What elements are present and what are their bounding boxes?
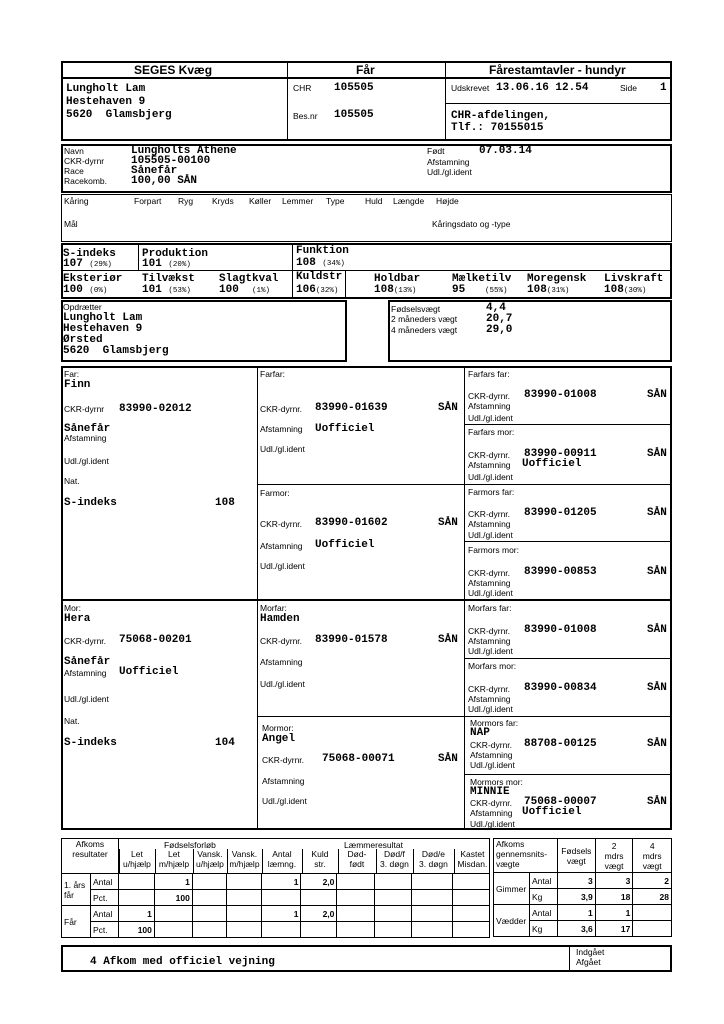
kuldstr-value: 106(32%) bbox=[296, 284, 339, 296]
mor-race: Sånefår bbox=[64, 656, 111, 668]
farfarsmor-ckr-label: CKR-dyrnr. bbox=[468, 450, 511, 460]
mor-nat-label: Nat. bbox=[64, 716, 80, 726]
breeder-line1: Lungholt Lam bbox=[63, 312, 143, 324]
farmor-afst: Uofficiel bbox=[315, 539, 375, 551]
growth-table bbox=[493, 838, 672, 937]
animal-racekomb: 100,00 SÅN bbox=[131, 175, 198, 187]
group-birth-label: Fødselsforløb bbox=[163, 840, 216, 850]
org-name: SEGES Kvæg bbox=[134, 63, 213, 77]
mormorsfar-name: NAP bbox=[470, 727, 490, 739]
farmor-afst-label: Afstamning bbox=[260, 541, 303, 551]
page-label: Side bbox=[620, 83, 638, 93]
morfarsmor-afst-label: Afstamning bbox=[468, 694, 511, 704]
printed-value: 13.06.16 12.54 bbox=[496, 82, 589, 94]
tilvaekst-label: Tilvækst bbox=[142, 273, 195, 285]
farfarsmor-ckr: 83990-00911 bbox=[524, 448, 597, 460]
g-kg-4m: 28 bbox=[633, 889, 672, 905]
g-antal-2m: 3 bbox=[595, 873, 633, 889]
morfar-ckr-label: CKR-dyrnr. bbox=[260, 636, 303, 646]
doc-title: Fårestamtavler - hundyr bbox=[489, 63, 626, 77]
kuldstr-label: Kuldstr bbox=[296, 271, 343, 283]
r1-pct-let-m: 100 bbox=[154, 890, 192, 906]
farfar-ckr-label: CKR-dyrnr. bbox=[260, 404, 303, 414]
farfarsfar-afst-label: Afstamning bbox=[468, 401, 511, 411]
mormor-udl-label: Udl./gl.ident bbox=[262, 796, 307, 806]
farmorsfar-afst-label: Afstamning bbox=[468, 519, 511, 529]
animal-ckr: 105505-00100 bbox=[131, 155, 211, 167]
col-vansk-m: Vansk. m/hjælp bbox=[229, 849, 260, 869]
farfarsfar-udl-label: Udl./gl.ident bbox=[468, 413, 513, 423]
mormorsmor-ckr-label: CKR-dyrnr. bbox=[470, 798, 513, 808]
growth-kg-label: Kg bbox=[529, 889, 557, 905]
farmor-ckr-label: CKR-dyrnr. bbox=[260, 519, 303, 529]
col-antal-laem: Antal læmng. bbox=[267, 849, 297, 869]
m4weight-label: 4 måneders vægt bbox=[391, 325, 458, 335]
karing-col-hojde: Højde bbox=[436, 196, 459, 206]
v-antal-4m bbox=[633, 905, 672, 921]
mormor-afst-label: Afstamning bbox=[262, 776, 305, 786]
mal-label: Mål bbox=[64, 219, 78, 229]
farmor-udl-label: Udl./gl.ident bbox=[260, 561, 305, 571]
col-dode3: Død/e 3. døgn bbox=[419, 849, 448, 869]
karing-col-ryg: Ryg bbox=[178, 196, 194, 206]
mormorsfar-afst-label: Afstamning bbox=[470, 750, 513, 760]
m4weight-value: 29,0 bbox=[486, 324, 513, 336]
mormorsmor-race: SÅN bbox=[647, 796, 667, 808]
farfarsmor-afst: Uofficiel bbox=[522, 458, 582, 470]
afgaet-label: Afgået bbox=[576, 957, 601, 967]
growth-antal-label-2: Antal bbox=[529, 905, 557, 921]
funktion-value: 108 (34%) bbox=[296, 257, 345, 269]
animal-name: Lungholts Athene bbox=[131, 145, 237, 157]
morfarsmor-ckr: 83990-00834 bbox=[524, 682, 597, 694]
farfarsfar-ckr-label: CKR-dyrnr. bbox=[468, 391, 511, 401]
col-let-u: Let u/hjælp bbox=[122, 849, 151, 869]
antal-label-2: Antal bbox=[90, 906, 118, 922]
r1-antal-laem: 1 bbox=[261, 874, 301, 890]
far-race: Sånefår bbox=[64, 423, 111, 435]
owner-address: Hestehaven 9 bbox=[66, 96, 146, 108]
growth-col-2m: 2 mdrs vægt bbox=[595, 839, 633, 873]
morfar-afst-label: Afstamning bbox=[260, 657, 303, 667]
r1-let-m: 1 bbox=[154, 874, 192, 890]
farmorsmor-udl-label: Udl./gl.ident bbox=[468, 588, 513, 598]
morfarsfar-ckr-label: CKR-dyrnr. bbox=[468, 626, 511, 636]
animal-race: Sånefår bbox=[131, 165, 178, 177]
morfarsmor-ckr-label: CKR-dyrnr. bbox=[468, 684, 511, 694]
mormor-ckr: 75068-00071 bbox=[322, 753, 395, 765]
mormorsfar-ckr-label: CKR-dyrnr. bbox=[470, 740, 513, 750]
karing-col-kryds: Kryds bbox=[212, 196, 234, 206]
produktion-value: 101 (20%) bbox=[142, 258, 191, 270]
farmorsfar-label: Farmors far: bbox=[468, 487, 515, 497]
morfar-ckr: 83990-01578 bbox=[315, 634, 388, 646]
growth-title: Afkoms gennemsnits- vægte bbox=[494, 839, 558, 873]
farmor-label: Farmor: bbox=[260, 488, 290, 498]
mormorsfar-label: Mormors far: bbox=[470, 718, 519, 728]
chr-value: 105505 bbox=[334, 82, 374, 94]
livskraft-value: 108(30%) bbox=[604, 284, 647, 296]
r2-antal-laem: 1 bbox=[261, 906, 301, 922]
mormorsmor-ckr: 75068-00007 bbox=[524, 796, 597, 808]
mor-ckr: 75068-00201 bbox=[119, 634, 192, 646]
col-dodfodt: Død- født bbox=[347, 849, 367, 869]
mormor-label: Mormor: bbox=[262, 723, 294, 733]
far-sindeks-label: S-indeks bbox=[64, 497, 117, 509]
mor-name: Hera bbox=[64, 613, 91, 625]
birthweight-label: Fødselsvægt bbox=[391, 304, 441, 314]
slagtkval-label: Slagtkval bbox=[219, 273, 279, 285]
afstamning-label: Afstamning bbox=[427, 157, 470, 167]
m2weight-value: 20,7 bbox=[486, 313, 513, 325]
farfar-ckr: 83990-01639 bbox=[315, 402, 388, 414]
farfarsfar-label: Farfars far: bbox=[468, 369, 510, 379]
funktion-label: Funktion bbox=[296, 245, 349, 257]
pct-label: Pct. bbox=[90, 890, 118, 906]
farmorsfar-ckr: 83990-01205 bbox=[524, 507, 597, 519]
farfarsmor-udl-label: Udl./gl.ident bbox=[468, 472, 513, 482]
group-lamb-label: Læmmeresultat bbox=[343, 840, 403, 850]
karing-col-huld: Huld bbox=[365, 196, 383, 206]
born-value: 07.03.14 bbox=[479, 145, 532, 157]
col-kuld: Kuld str. bbox=[311, 849, 329, 869]
mor-sindeks-value: 104 bbox=[215, 737, 235, 749]
besnr-value: 105505 bbox=[334, 109, 374, 121]
mormorsmor-afst: Uofficiel bbox=[522, 806, 582, 818]
morfarsmor-udl-label: Udl./gl.ident bbox=[468, 704, 513, 714]
chr-dept: CHR-afdelingen, bbox=[451, 110, 551, 122]
footer-note: 4 Afkom med officiel vejning bbox=[90, 956, 275, 968]
produktion-label: Produktion bbox=[142, 248, 209, 260]
mor-udl-label: Udl./gl.ident bbox=[64, 694, 109, 704]
owner-city: 5620 Glamsbjerg bbox=[66, 109, 172, 121]
offspring-title: Afkoms resultater bbox=[62, 839, 119, 874]
v-antal-birth: 1 bbox=[557, 905, 595, 921]
mor-label: Mor: bbox=[64, 603, 81, 613]
farmorsmor-race: SÅN bbox=[647, 566, 667, 578]
tilvaekst-value: 101 (53%) bbox=[142, 284, 191, 296]
morfarsfar-race: SÅN bbox=[647, 624, 667, 636]
farmorsfar-race: SÅN bbox=[647, 507, 667, 519]
g-kg-2m: 18 bbox=[595, 889, 633, 905]
karing-date-label: Kåringsdato og -type bbox=[432, 219, 511, 229]
mormorsmor-afst-label: Afstamning bbox=[470, 808, 513, 818]
mor-afst-label: Afstamning bbox=[64, 668, 107, 678]
morfar-label: Morfar: bbox=[260, 603, 287, 613]
farmor-ckr: 83990-01602 bbox=[315, 517, 388, 529]
mormorsmor-name: MINNIE bbox=[470, 786, 510, 798]
mormor-race: SÅN bbox=[438, 753, 458, 765]
morfar-race: SÅN bbox=[438, 634, 458, 646]
maelketilv-label: Mælketilv bbox=[452, 273, 512, 285]
pct-label-2: Pct. bbox=[90, 922, 118, 938]
mormor-ckr-label: CKR-dyrnr. bbox=[262, 755, 305, 765]
racekomb-label: Racekomb. bbox=[64, 176, 107, 186]
farfarsfar-race: SÅN bbox=[647, 389, 667, 401]
birthweight-value: 4,4 bbox=[486, 302, 506, 314]
far-ckr-label: CKR-dyrnr bbox=[64, 404, 105, 414]
karing-col-forpart: Forpart bbox=[134, 196, 162, 206]
far-name: Finn bbox=[64, 379, 91, 391]
farfar-afst-label: Afstamning bbox=[260, 424, 303, 434]
far-label: Far: bbox=[64, 369, 80, 379]
morfarsfar-ckr: 83990-01008 bbox=[524, 624, 597, 636]
chr-label: CHR bbox=[293, 83, 312, 93]
offspring-table bbox=[61, 838, 490, 938]
mormor-name: Angel bbox=[262, 733, 296, 745]
col-vansk-u: Vansk. u/hjælp bbox=[195, 849, 224, 869]
breeder-line2: Hestehaven 9 bbox=[63, 323, 143, 335]
eksterior-value: 100 (0%) bbox=[63, 284, 108, 296]
farfar-label: Farfar: bbox=[260, 369, 286, 379]
farmorsmor-label: Farmors mor: bbox=[468, 545, 519, 555]
far-udl-label: Udl./gl.ident bbox=[64, 456, 109, 466]
farmorsmor-ckr: 83990-00853 bbox=[524, 566, 597, 578]
maelketilv-value: 95 (55%) bbox=[452, 284, 508, 296]
mormorsmor-label: Mormors mor: bbox=[470, 777, 523, 787]
far-ckr: 83990-02012 bbox=[119, 403, 192, 415]
growth-col-4m: 4 mdrs vægt bbox=[633, 839, 672, 873]
karing-label: Kåring bbox=[64, 196, 89, 206]
row-faar: Får bbox=[62, 906, 91, 938]
v-kg-2m: 17 bbox=[595, 921, 633, 937]
mor-afst: Uofficiel bbox=[119, 666, 179, 678]
mormorsmor-udl-label: Udl./gl.ident bbox=[470, 819, 515, 829]
antal-label: Antal bbox=[90, 874, 118, 890]
karing-col-type: Type bbox=[326, 196, 345, 206]
r2-pct-let-u: 100 bbox=[118, 922, 154, 938]
mor-ckr-label: CKR-dyrnr. bbox=[64, 636, 107, 646]
farfarsmor-afst-label: Afstamning bbox=[468, 460, 511, 470]
col-kastet: Kastet Misdan. bbox=[457, 849, 488, 869]
far-nat-label: Nat. bbox=[64, 476, 80, 486]
born-label: Født bbox=[427, 146, 445, 156]
g-kg-birth: 3,9 bbox=[557, 889, 595, 905]
farmorsfar-udl-label: Udl./gl.ident bbox=[468, 530, 513, 540]
far-afstamning-label: Afstamning bbox=[64, 433, 107, 443]
farfar-race: SÅN bbox=[438, 402, 458, 414]
indgaet-label: Indgået bbox=[576, 947, 605, 957]
farfar-afst: Uofficiel bbox=[315, 423, 375, 435]
morfarsfar-afst-label: Afstamning bbox=[468, 636, 511, 646]
sindeks-label: S-indeks bbox=[63, 248, 116, 260]
morfar-name: Hamden bbox=[260, 613, 300, 625]
farmor-race: SÅN bbox=[438, 517, 458, 529]
g-antal-birth: 3 bbox=[557, 873, 595, 889]
race-label: Race bbox=[64, 166, 84, 176]
owner-name: Lungholt Lam bbox=[66, 83, 146, 95]
far-sindeks-value: 108 bbox=[215, 497, 235, 509]
farmorsfar-ckr-label: CKR-dyrnr. bbox=[468, 509, 511, 519]
mormorsfar-race: SÅN bbox=[647, 738, 667, 750]
chr-phone: Tlf.: 70155015 bbox=[451, 122, 544, 134]
v-kg-4m bbox=[633, 921, 672, 937]
growth-antal-label: Antal bbox=[529, 873, 557, 889]
farfarsfar-ckr: 83990-01008 bbox=[524, 389, 597, 401]
growth-kg-label-2: Kg bbox=[529, 921, 557, 937]
mormorsfar-udl-label: Udl./gl.ident bbox=[470, 760, 515, 770]
col-let-m: Let m/hjælp bbox=[158, 849, 190, 869]
farfarsmor-label: Farfars mor: bbox=[468, 427, 515, 437]
r1-kuld: 2,0 bbox=[301, 874, 337, 890]
page-value: 1 bbox=[660, 82, 667, 94]
besnr-label: Bes.nr bbox=[293, 111, 318, 121]
ckr-label: CKR-dyrnr bbox=[64, 156, 105, 166]
livskraft-label: Livskraft bbox=[604, 273, 664, 285]
morfar-udl-label: Udl./gl.ident bbox=[260, 679, 305, 689]
mor-sindeks-label: S-indeks bbox=[64, 737, 117, 749]
breeder-line3: Ørsted bbox=[63, 334, 103, 346]
morfarsmor-label: Morfars mor: bbox=[468, 661, 517, 671]
karing-col-lemmer: Lemmer bbox=[282, 196, 314, 206]
karing-col-laengde: Længde bbox=[393, 196, 425, 206]
name-label: Navn bbox=[64, 146, 84, 156]
udl-label: Udl./gl.ident bbox=[427, 167, 472, 177]
growth-col-birth: Fødsels vægt bbox=[557, 839, 595, 873]
holdbar-value: 108(13%) bbox=[374, 284, 417, 296]
farfar-udl-label: Udl./gl.ident bbox=[260, 444, 305, 454]
growth-gimmer: Gimmer bbox=[494, 873, 530, 905]
mormorsfar-ckr: 88708-00125 bbox=[524, 738, 597, 750]
morfarsfar-udl-label: Udl./gl.ident bbox=[468, 646, 513, 656]
growth-vaedder: Vædder bbox=[494, 905, 530, 937]
r2-kuld: 2,0 bbox=[301, 906, 337, 922]
v-kg-birth: 3,6 bbox=[557, 921, 595, 937]
farfarsmor-race: SÅN bbox=[647, 448, 667, 460]
r2-let-u: 1 bbox=[118, 906, 154, 922]
v-antal-2m: 1 bbox=[595, 905, 633, 921]
g-antal-4m: 2 bbox=[633, 873, 672, 889]
m2weight-label: 2 måneders vægt bbox=[391, 314, 458, 324]
breeder-label: Opdrætter bbox=[63, 302, 102, 312]
moregensk-label: Moregensk bbox=[527, 273, 587, 285]
breeder-line4: 5620 Glamsbjerg bbox=[63, 345, 169, 357]
morfarsfar-label: Morfars far: bbox=[468, 603, 512, 613]
sindeks-value: 107 (29%) bbox=[63, 258, 112, 270]
eksterior-label: Eksteriør bbox=[63, 273, 123, 285]
karing-col-koller: Køller bbox=[249, 196, 272, 206]
holdbar-label: Holdbar bbox=[374, 273, 421, 285]
morfarsmor-race: SÅN bbox=[647, 682, 667, 694]
species: Får bbox=[356, 63, 375, 77]
moregensk-value: 108(31%) bbox=[527, 284, 570, 296]
col-dodf3: Død/f 3. døgn bbox=[380, 849, 409, 869]
farmorsmor-ckr-label: CKR-dyrnr. bbox=[468, 568, 511, 578]
row-1aars-faar: 1. års får bbox=[62, 874, 91, 906]
printed-label: Udskrevet bbox=[451, 83, 490, 93]
farmorsmor-afst-label: Afstamning bbox=[468, 578, 511, 588]
slagtkval-value: 100 (1%) bbox=[219, 284, 271, 296]
